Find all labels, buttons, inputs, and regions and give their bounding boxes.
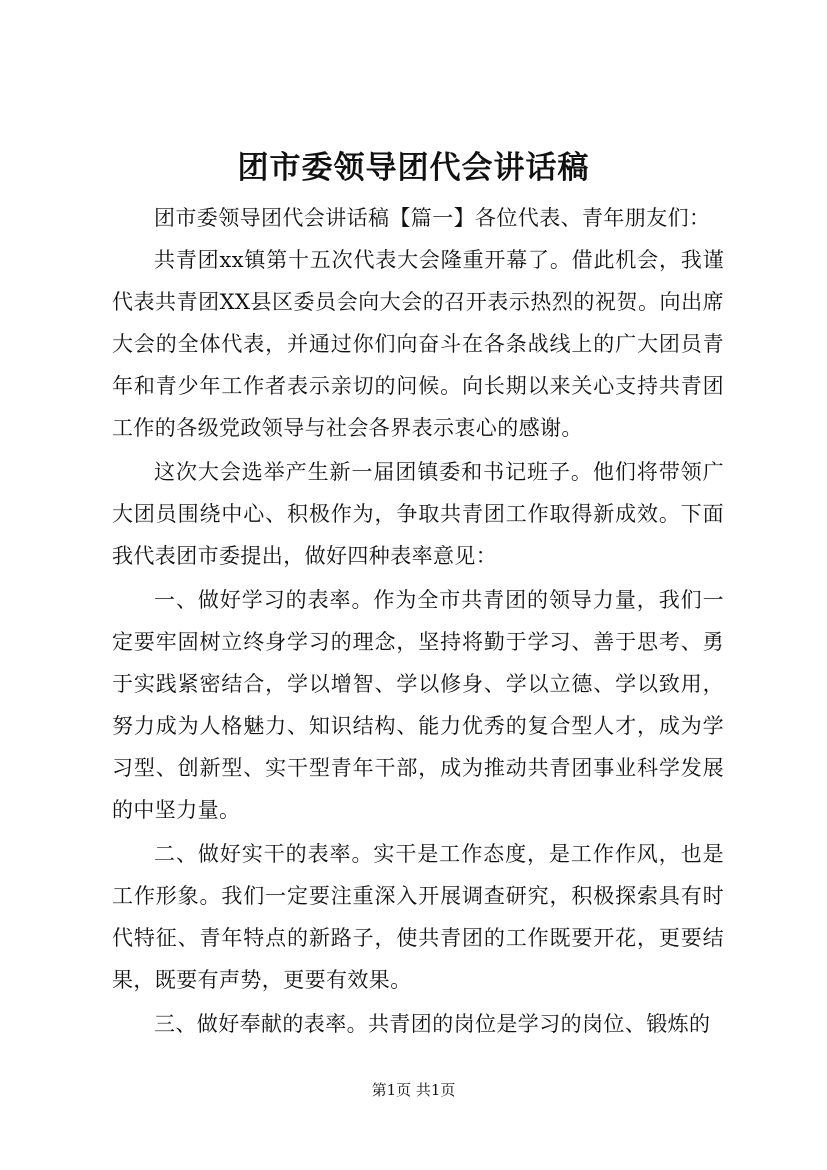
document-body [112,197,724,1045]
paragraph-study: 一、做好学习的表率。作为全市共青团的领导力量，我们一定要牢固树立终身学习的理念，坚持将勤于学习、善于思考、勇于实践紧密结合，学以增智、学以修身、学以立德、学以致用，努力成为人格魅力、知识结构、能力优秀的复合型人才，成为学习型、创新型、实干型青年干部，成为推动共青团事业科学发展的中坚力量。 [112,588,724,822]
document-title: 团市委领导团代会讲话稿 [237,150,590,186]
paragraph-dedication: 三、做好奉献的表率。共青团的岗位是学习的岗位、锻炼的 [154,1012,711,1036]
paragraph-greeting: 团市委领导团代会讲话稿【篇一】各位代表、青年朋友们： [154,206,711,230]
paragraph-practice: 二、做好实干的表率。实干是工作态度，是工作作风，也是工作形象。我们一定要注重深入开展调查研究，积极探索具有时代特征、青年特点的新路子，使共青团的工作既要开花，更要结果，既要有声势，更要有效果。 [112,842,724,992]
paragraph-opening: 共青团xx镇第十五次代表大会隆重开幕了。借此机会，我谨代表共青团XX县区委员会向大会的召开表示热烈的祝贺。向出席大会的全体代表，并通过你们向奋斗在各条战线上的广大团员青年和青少年工作者表示亲切的问候。向长期以来关心支持共青团工作的各级党政领导与社会各界表示衷心的感谢。 [112,248,724,440]
paragraph-election: 这次大会选举产生新一届团镇委和书记班子。他们将带领广大团员围绕中心、积极作为，争取共青团工作取得新成效。下面我代表团市委提出，做好四种表率意见： [112,460,724,568]
page-number-footer: 第1页 共1页 [371,1081,456,1099]
